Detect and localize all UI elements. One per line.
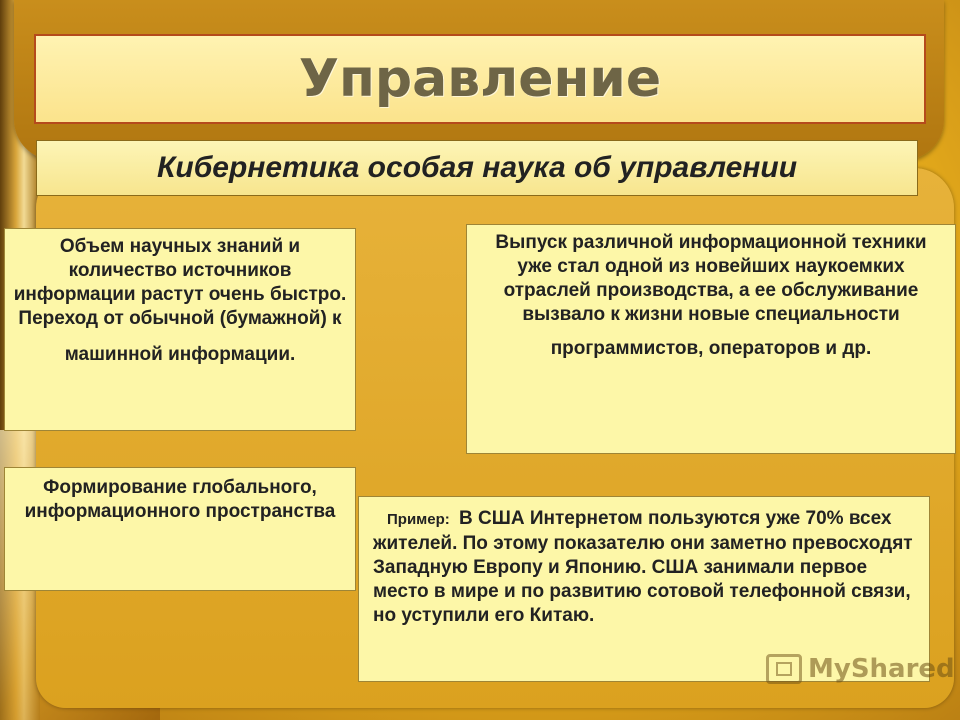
tech-card	[466, 224, 956, 454]
tech-text-last: программистов, операторов и др.	[550, 338, 872, 359]
subtitle-box	[36, 140, 918, 196]
example-label: Пример:	[387, 511, 450, 528]
presentation-screen-icon	[766, 654, 802, 684]
global-space-text: Формирование глобального, информационного пространства	[24, 477, 336, 522]
tech-text: Выпуск различной информационной техники уже стал одной из новейших наукоемких отраслей производства, а ее обслуживание вызвало к жизни новые специальности	[495, 232, 927, 325]
watermark	[766, 654, 955, 684]
global-space-card	[4, 467, 356, 591]
slide-subtitle: Кибернетика особая наука об управлении	[156, 151, 798, 184]
knowledge-text-last: машинной информации.	[64, 344, 296, 365]
knowledge-card	[4, 228, 356, 431]
knowledge-text: Объем научных знаний и количество источников информации растут очень быстро. Переход от обычной (бумажной) к	[13, 236, 347, 329]
example-text: В США Интернетом пользуются уже 70% всех жителей. По этому показателю они заметно превосходят Западную Европу и Японию. США занимали первое место в мире и по развитию сотовой телефонной связи, но уступили его Китаю.	[373, 508, 913, 626]
watermark-text: MyShared	[808, 654, 955, 684]
title-box	[34, 34, 926, 124]
slide-title: Управление	[298, 49, 662, 109]
